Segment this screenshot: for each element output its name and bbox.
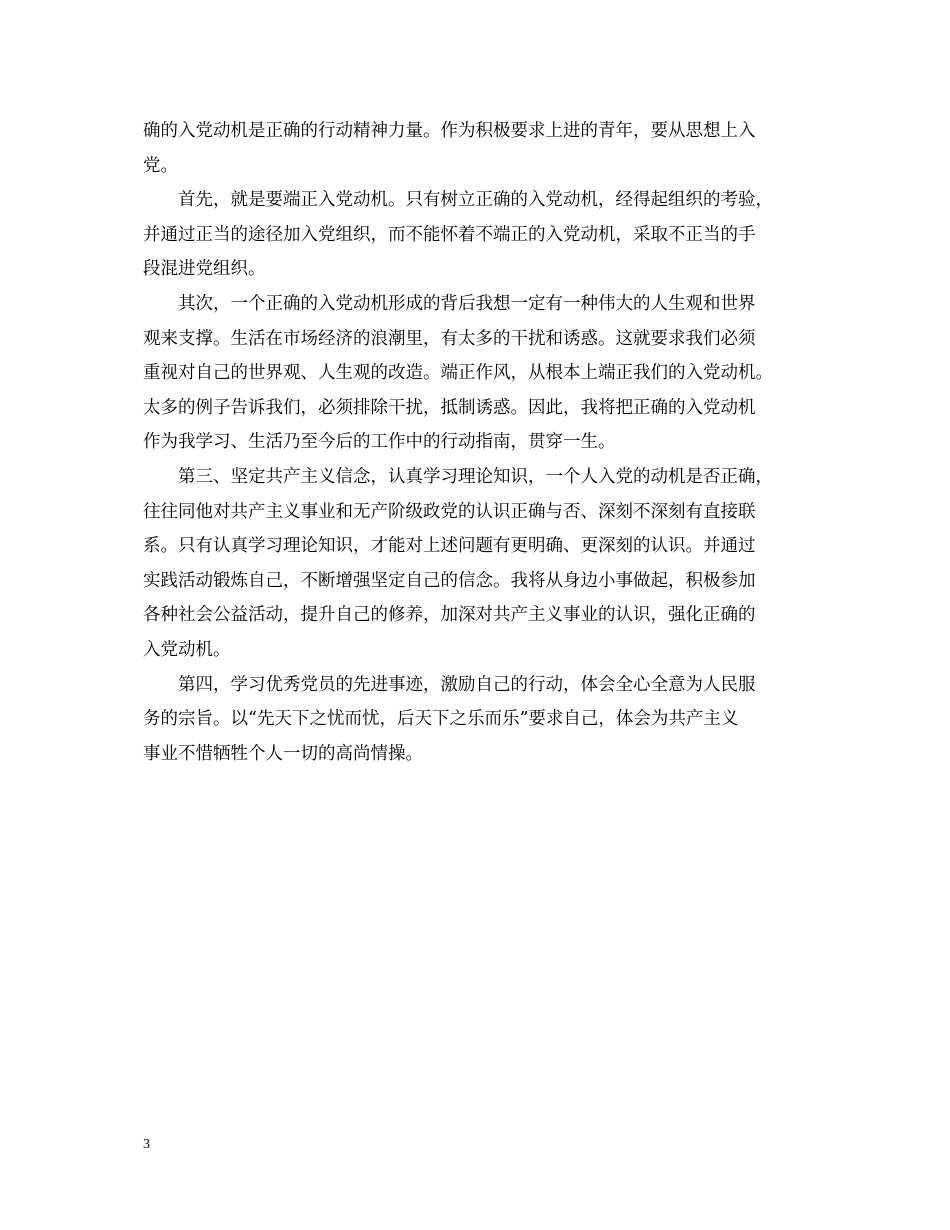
text-line: 事业不惜牺牲个人一切的高尚情操。	[143, 743, 423, 764]
paragraph-first	[143, 183, 823, 287]
text-line: 党。	[143, 155, 178, 176]
text-line: 太多的例子告诉我们，必须排除干扰，抵制诱惑。因此，我将把正确的入党动机	[143, 397, 756, 418]
text-line: 第三、坚定共产主义信念，认真学习理论知识，一个人入党的动机是否正确，	[178, 466, 773, 487]
text-line: 各种社会公益活动，提升自己的修养，加深对共产主义事业的认识，强化正确的	[143, 605, 756, 626]
paragraph-third	[143, 460, 823, 668]
text-line: 务的宗旨。以“先天下之忧而忧，后天下之乐而乐”要求自己，体会为共产主义	[143, 709, 739, 730]
text-line: 首先，就是要端正入党动机。只有树立正确的入党动机，经得起组织的考验，	[178, 190, 773, 211]
text-line: 段混进党组织。	[143, 259, 266, 280]
text-line: 入党动机。	[143, 639, 231, 660]
text-line: 确的入党动机是正确的行动精神力量。作为积极要求上进的青年，要从思想上入	[143, 121, 756, 141]
page-number: 3	[143, 1137, 150, 1152]
text-line: 观来支撑。生活在市场经济的浪潮里，有太多的干扰和诱惑。这就要求我们必须	[143, 328, 756, 349]
text-line: 系。只有认真学习理论知识，才能对上述问题有更明确、更深刻的认识。并通过	[143, 536, 756, 557]
text-line: 其次，一个正确的入党动机形成的背后我想一定有一种伟大的人生观和世界	[178, 293, 756, 314]
text-line: 第四，学习优秀党员的先进事迹，激励自己的行动，体会全心全意为人民服	[178, 674, 756, 695]
text-line: 实践活动锻炼自己，不断增强坚定自己的信念。我将从身边小事做起，积极参加	[143, 570, 756, 591]
text-line: 重视对自己的世界观、人生观的改造。端正作风，从根本上端正我们的入党动机。	[143, 363, 773, 384]
text-line: 并通过正当的途径加入党组织，而不能怀着不端正的入党动机，采取不正当的手	[143, 224, 756, 245]
document-body	[143, 114, 823, 771]
paragraph-continuation	[143, 114, 823, 183]
text-line: 作为我学习、生活乃至今后的工作中的行动指南，贯穿一生。	[143, 432, 616, 453]
paragraph-second	[143, 287, 823, 460]
text-line: 往往同他对共产主义事业和无产阶级政党的认识正确与否、深刻不深刻有直接联	[143, 501, 756, 522]
paragraph-fourth	[143, 668, 823, 772]
